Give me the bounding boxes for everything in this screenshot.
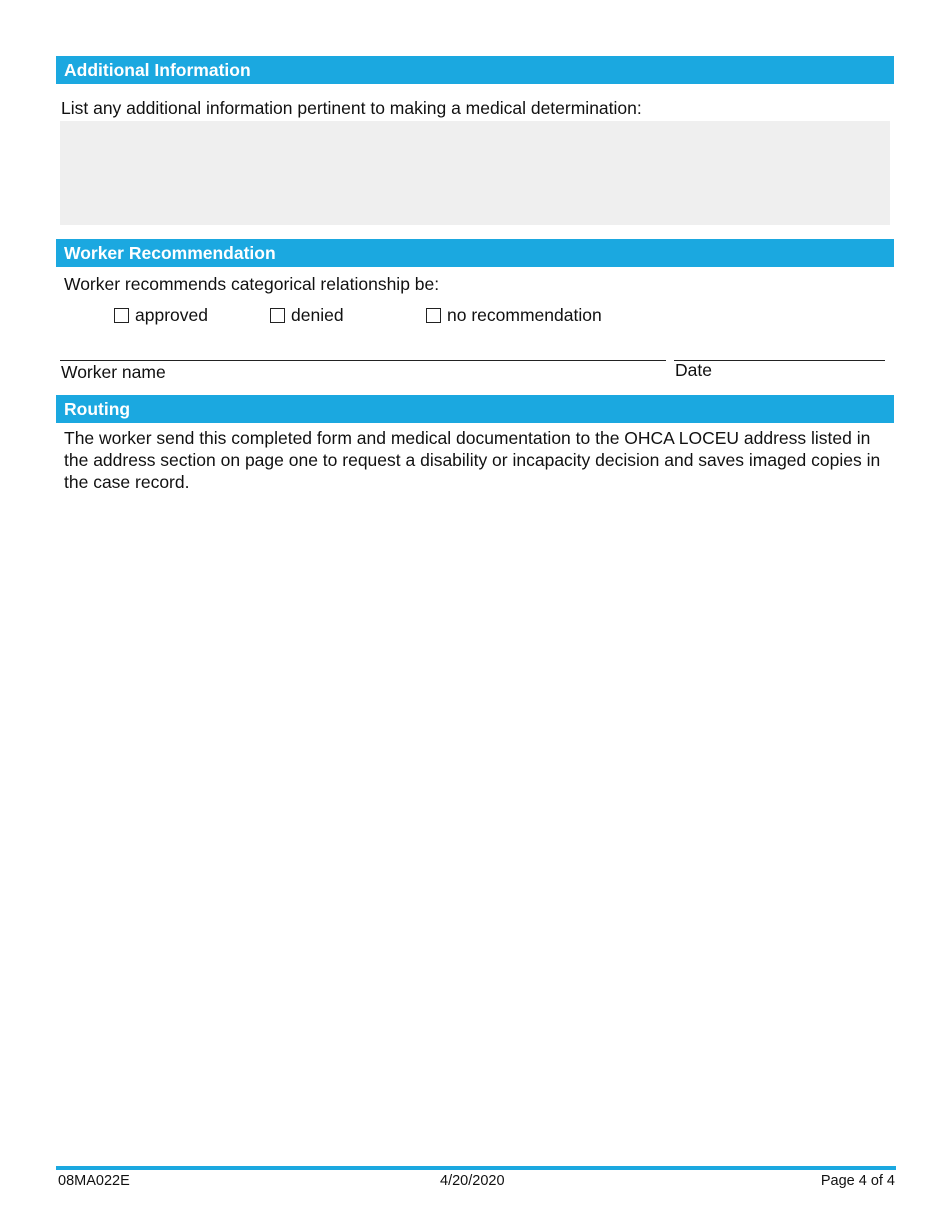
form-date: 4/20/2020 <box>440 1173 505 1189</box>
worker-name-label: Worker name <box>61 362 166 382</box>
denied-checkbox[interactable] <box>270 308 285 323</box>
worker-recommendation-prompt: Worker recommends categorical relationship be: <box>64 274 440 294</box>
no-recommendation-label: no recommendation <box>447 305 602 325</box>
page-number: Page 4 of 4 <box>820 1173 895 1189</box>
approved-option[interactable] <box>114 304 208 326</box>
denied-label: denied <box>291 305 344 325</box>
no-recommendation-checkbox[interactable] <box>426 308 441 323</box>
worker-recommendation-header: Worker Recommendation <box>56 239 894 267</box>
additional-information-header: Additional Information <box>56 56 894 84</box>
footer-rule <box>56 1166 896 1170</box>
routing-text: The worker send this completed form and medical documentation to the OHCA LOCEU address listed in the address section on page one to request a disability or incapacity decision and saves imaged copies in the case record. <box>64 428 881 492</box>
denied-option[interactable] <box>270 304 344 326</box>
form-number: 08MA022E <box>58 1173 130 1189</box>
additional-information-prompt: List any additional information pertinent to making a medical determination: <box>61 98 642 118</box>
no-recommendation-option[interactable] <box>426 304 602 326</box>
approved-checkbox[interactable] <box>114 308 129 323</box>
additional-information-field[interactable] <box>60 121 890 225</box>
date-label: Date <box>675 360 712 380</box>
approved-label: approved <box>135 305 208 325</box>
routing-header: Routing <box>56 395 894 423</box>
